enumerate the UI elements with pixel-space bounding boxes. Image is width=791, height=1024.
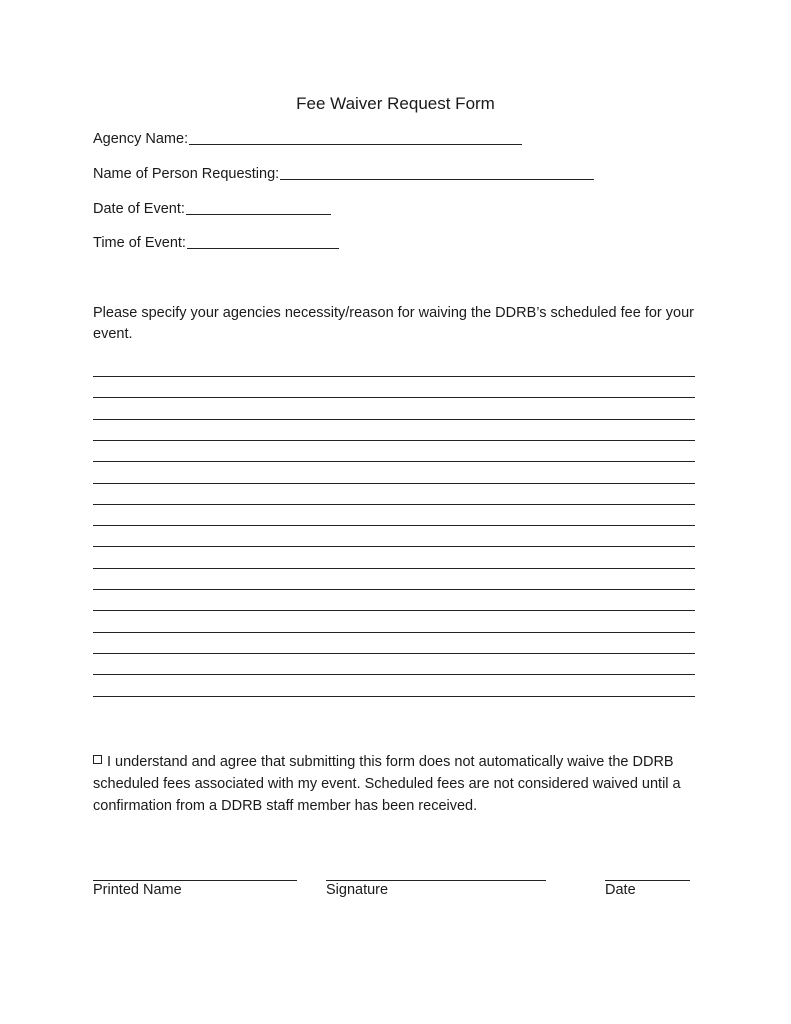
signature-label: Signature xyxy=(326,882,389,898)
answer-line[interactable] xyxy=(93,568,695,569)
event-time-label: Time of Event: xyxy=(93,235,186,251)
answer-line[interactable] xyxy=(93,461,695,462)
answer-line[interactable] xyxy=(93,589,695,590)
answer-line[interactable] xyxy=(93,376,695,377)
requester-name-label: Name of Person Requesting: xyxy=(93,166,280,182)
event-date-label: Date of Event: xyxy=(93,201,185,217)
answer-line[interactable] xyxy=(93,504,695,505)
answer-line[interactable] xyxy=(93,483,695,484)
date-line[interactable] xyxy=(605,880,690,881)
answer-line[interactable] xyxy=(93,525,695,526)
answer-line[interactable] xyxy=(93,440,695,441)
event-date-field[interactable] xyxy=(93,201,331,217)
event-date-input-line[interactable] xyxy=(186,213,331,215)
date-label: Date xyxy=(605,882,636,898)
answer-line[interactable] xyxy=(93,610,695,611)
answer-line[interactable] xyxy=(93,546,695,547)
signature-line[interactable] xyxy=(326,880,546,881)
requester-name-field[interactable] xyxy=(93,166,594,182)
answer-line[interactable] xyxy=(93,674,695,675)
event-time-field[interactable] xyxy=(93,235,339,251)
event-time-input-line[interactable] xyxy=(187,247,339,249)
agency-name-input-line[interactable] xyxy=(189,143,522,145)
answer-line[interactable] xyxy=(93,397,695,398)
form-title: Fee Waiver Request Form xyxy=(296,94,495,113)
answer-line[interactable] xyxy=(93,696,695,697)
requester-name-input-line[interactable] xyxy=(280,178,594,180)
agency-name-field[interactable] xyxy=(93,131,522,147)
agency-name-label: Agency Name: xyxy=(93,131,189,147)
answer-line[interactable] xyxy=(93,419,695,420)
answer-line[interactable] xyxy=(93,632,695,633)
reason-prompt: Please specify your agencies necessity/reason for waiving the DDRB’s scheduled fee for your event. xyxy=(93,305,694,342)
printed-name-label: Printed Name xyxy=(93,882,182,898)
answer-line[interactable] xyxy=(93,653,695,654)
acknowledgement-block xyxy=(93,751,697,817)
acknowledgement-checkbox[interactable] xyxy=(93,755,102,764)
acknowledgement-text: I understand and agree that submitting this form does not automatically waive the DDRB scheduled fees associated with my event. Scheduled fees are not considered waived until a confirmation from a DDRB staff member has been received. xyxy=(93,754,681,814)
printed-name-line[interactable] xyxy=(93,880,297,881)
